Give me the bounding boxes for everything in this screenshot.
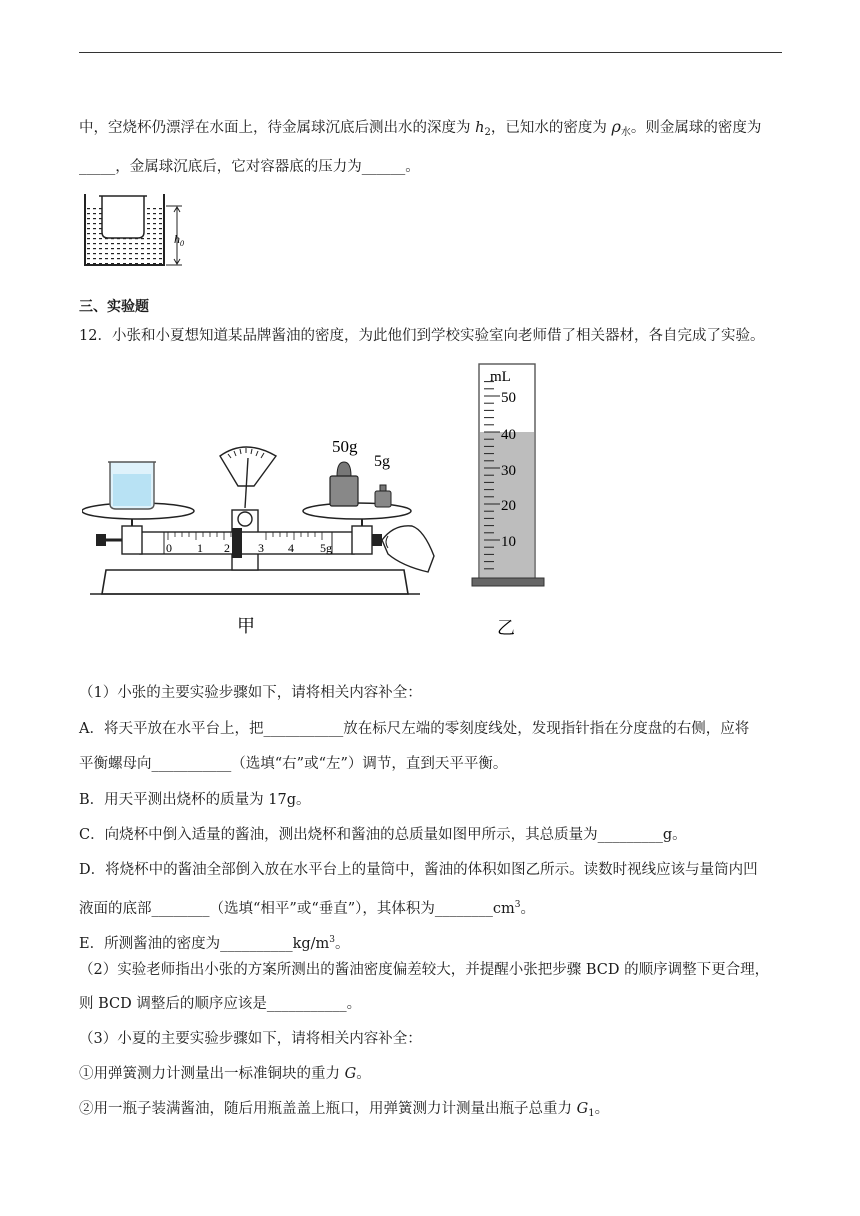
step-a-line1: A．将天平放在水平台上，把___________放在标尺左端的零刻度线处，发现指针指在分度盘的右侧，应将 — [79, 721, 750, 737]
tick-label: 2 — [224, 541, 230, 555]
part1-title: （1）小张的主要实验步骤如下，请将相关内容补全： — [79, 685, 422, 701]
rider — [232, 528, 242, 558]
beaker-liquid — [113, 474, 151, 506]
superscript: 3 — [514, 900, 521, 910]
tick-label: 3 — [258, 541, 264, 555]
part2-line2: 则 BCD 调整后的顺序应该是___________。 — [79, 996, 362, 1012]
mark-label: 40 — [501, 427, 516, 443]
weight-5g-label: 5g — [374, 453, 390, 470]
tick-label: 1 — [197, 541, 203, 555]
subscript: 水 — [620, 127, 631, 138]
text-segment: ①用弹簧测力计测量出一标准铜块的重力 — [79, 1066, 345, 1082]
text-segment: ，已知水的密度为 — [490, 120, 612, 136]
part3-title: （3）小夏的主要实验步骤如下，请将相关内容补全： — [79, 1031, 422, 1047]
rho-symbol: ρ — [611, 117, 621, 136]
section-title: 三、实验题 — [79, 299, 149, 315]
mark-label: 50 — [501, 390, 516, 406]
var-g: G — [576, 1101, 589, 1117]
tick-label: 4 — [288, 541, 294, 555]
subscript: 1 — [588, 1108, 595, 1119]
text-line-1 — [79, 117, 761, 143]
weight-5g — [375, 491, 391, 507]
part3-step2 — [79, 1099, 609, 1124]
var-g: G — [344, 1066, 357, 1082]
floating-beaker — [102, 196, 144, 238]
caption-yi: 乙 — [497, 618, 515, 638]
weight-50g-label: 50g — [332, 437, 358, 456]
mark-label: 30 — [501, 463, 516, 479]
tick-label: 0 — [166, 541, 172, 555]
part3-step1 — [79, 1064, 371, 1084]
h0-label: h — [174, 232, 180, 246]
step-d-line1: D．将烧杯中的酱油全部倒入放在水平台上的量筒中，酱油的体积如图乙所示。读数时视线应该与量筒内凹 — [79, 862, 758, 878]
text-segment: 液面的底部________（选填“相平”或“垂直”），其体积为________cm — [79, 901, 515, 917]
graduated-cylinder — [470, 360, 550, 640]
step-c: C．向烧杯中倒入适量的酱油，测出烧杯和酱油的总质量如图甲所示，其总质量为_________g。 — [79, 827, 687, 843]
text-segment: 。 — [356, 1066, 371, 1082]
container-figure — [80, 192, 195, 270]
balance-figure — [82, 418, 442, 640]
h0-subscript: 0 — [180, 239, 184, 248]
text-segment: 。 — [520, 901, 536, 917]
unit-label: mL — [490, 369, 511, 385]
text-segment: 。 — [594, 1101, 610, 1117]
weight-50g — [330, 476, 358, 506]
text-line-2: _____，金属球沉底后，它对容器底的压力为______。 — [79, 159, 420, 175]
var-h: h — [475, 120, 485, 136]
step-e — [79, 930, 350, 954]
step-a-line2: 平衡螺母向___________（选填“右”或“左”）调节，直到天平平衡。 — [79, 756, 508, 772]
hand — [382, 526, 434, 572]
step-d-line2 — [79, 895, 535, 919]
part2-line1: （2）实验老师指出小张的方案所测出的酱油密度偏差较大，并提醒小张把步骤 BCD 的顺序调整下更合理， — [79, 962, 770, 978]
text-segment: 。 — [335, 936, 350, 952]
tick-label: 5g — [320, 541, 332, 555]
text-segment: 。则金属球的密度为 — [630, 120, 762, 136]
step-b: B．用天平测出烧杯的质量为 17g。 — [79, 792, 311, 808]
superscript: 3 — [329, 935, 336, 945]
question-12: 12．小张和小夏想知道某品牌酱油的密度，为此他们到学校实验室向老师借了相关器材，各自完成了实验。 — [79, 328, 765, 344]
svg-text:h0 — [174, 232, 184, 248]
mark-label: 10 — [501, 534, 516, 550]
caption-jia: 甲 — [237, 616, 255, 636]
text-segment: ②用一瓶子装满酱油，随后用瓶盖盖上瓶口，用弹簧测力计测量出瓶子总重力 — [79, 1101, 577, 1117]
mark-label: 20 — [501, 498, 516, 514]
text-segment: E．所测酱油的密度为__________kg/m — [79, 936, 330, 952]
header-rule — [79, 52, 782, 53]
subscript: 2 — [484, 127, 491, 138]
text-segment: 中，空烧杯仍漂浮在水面上，待金属球沉底后测出水的深度为 — [79, 120, 476, 136]
